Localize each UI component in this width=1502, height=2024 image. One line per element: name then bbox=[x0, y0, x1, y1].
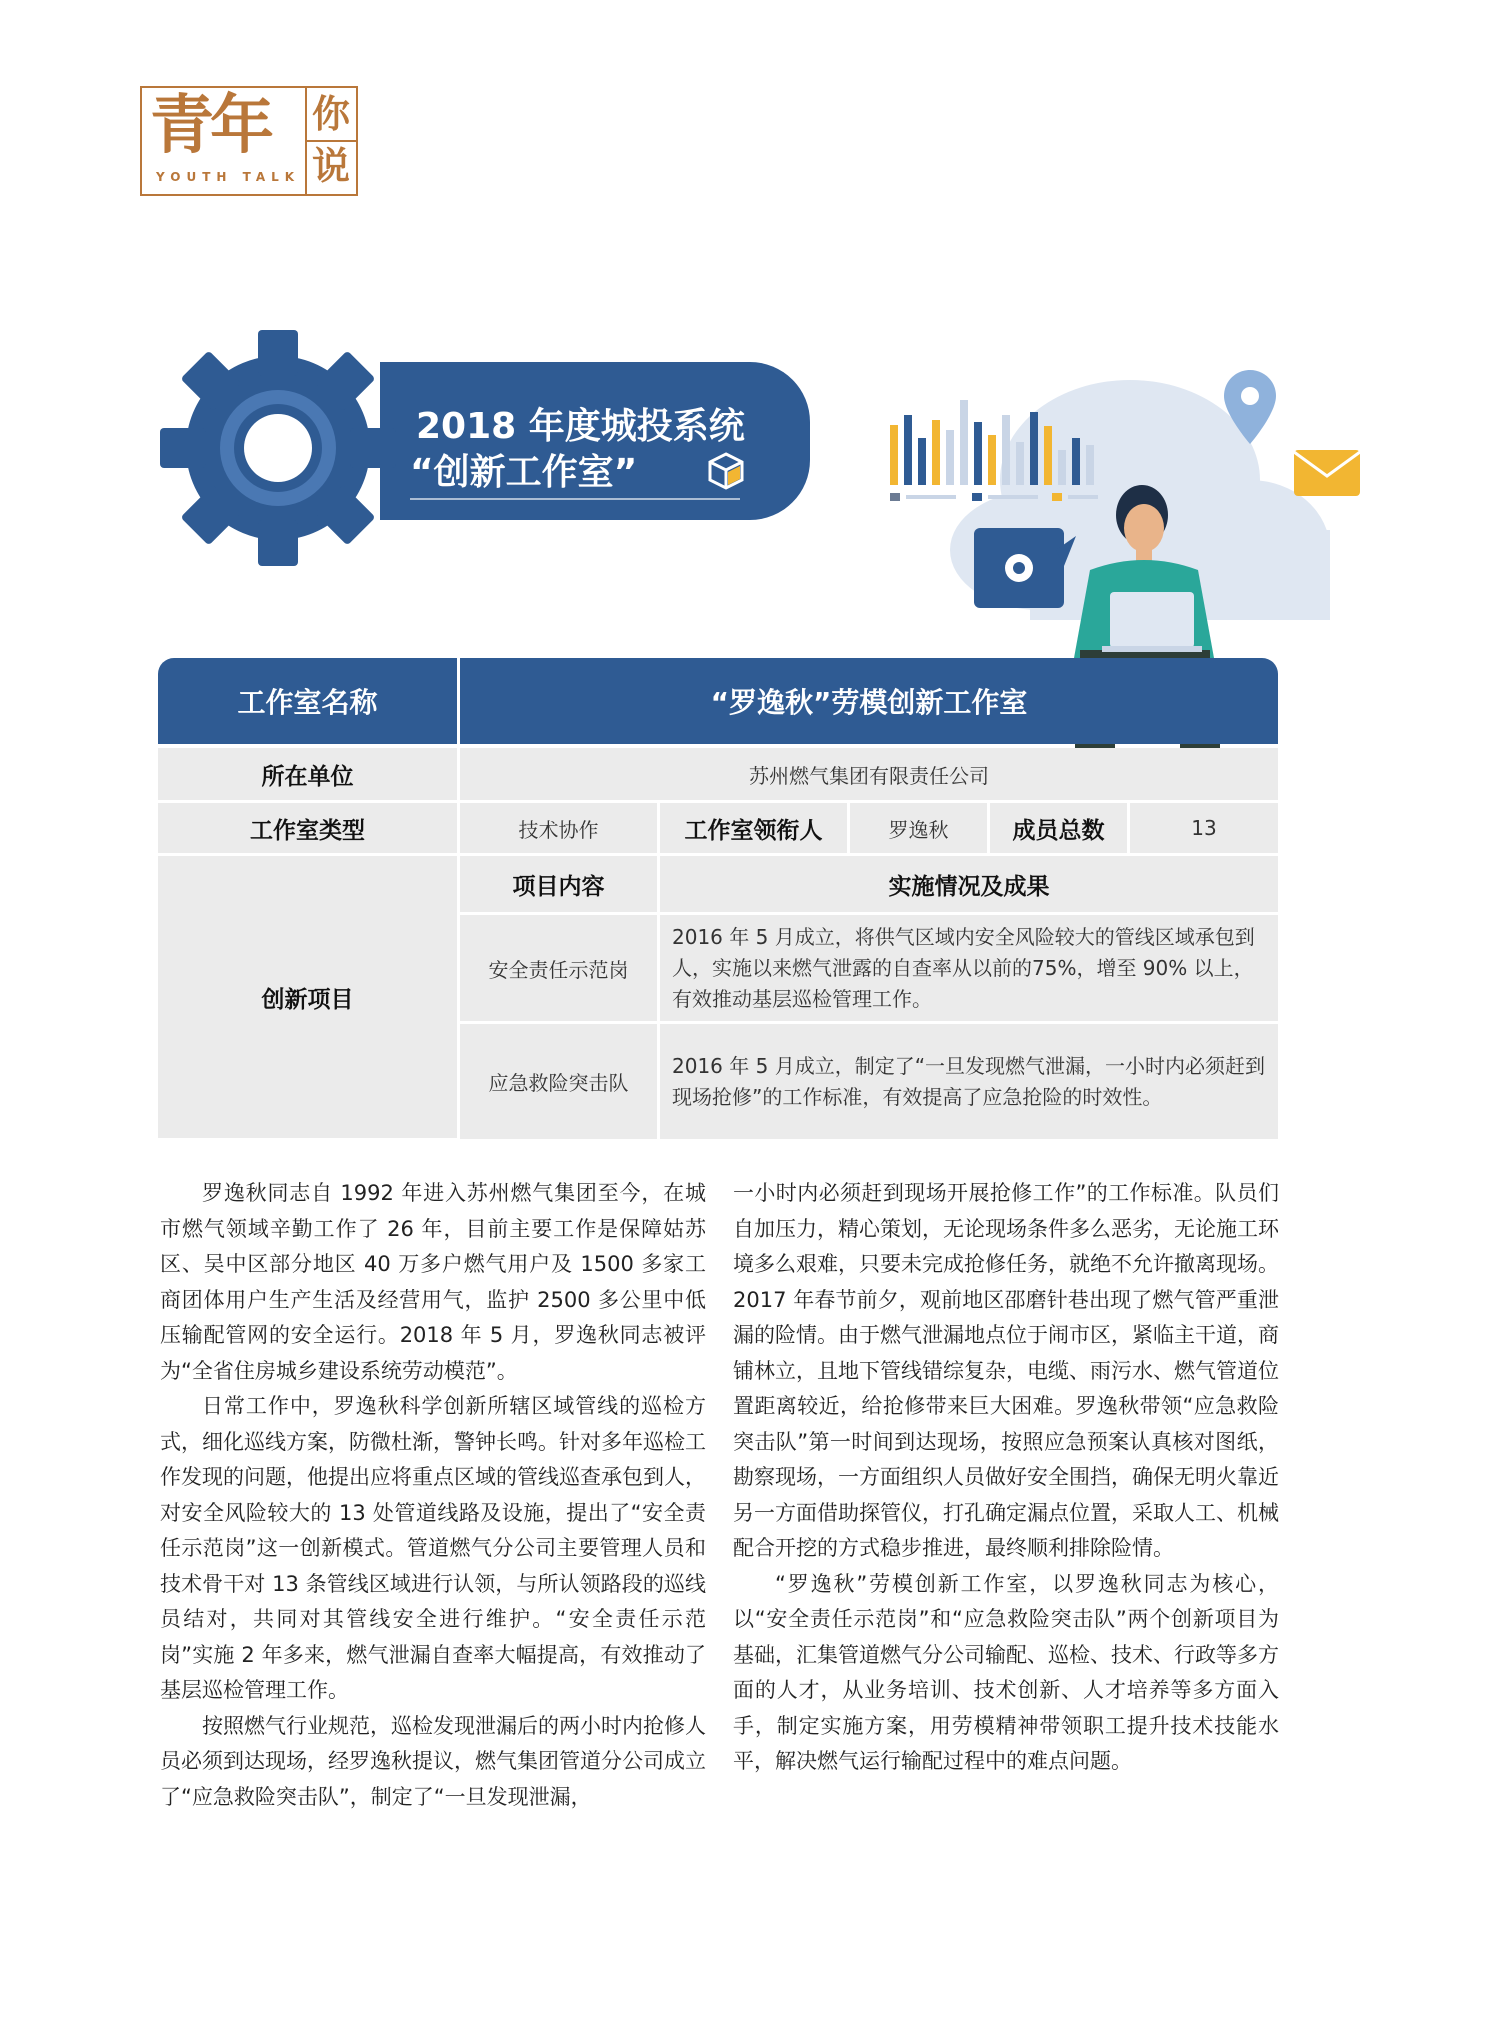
project-row bbox=[460, 1024, 1278, 1139]
magazine-logo bbox=[140, 86, 358, 196]
title-banner bbox=[380, 362, 810, 520]
table-row-unit bbox=[158, 748, 1278, 800]
studio-name-value: “罗逸秋”劳模创新工作室 bbox=[710, 686, 1028, 719]
settings-bubble-icon bbox=[974, 528, 1076, 608]
article-paragraph: 按照燃气行业规范，巡检发现泄漏后的两小时内抢修人员必须到达现场，经罗逸秋提议，燃气集团管道分公司成立了“应急救险突击队”，制定了“一旦发现泄漏， bbox=[160, 1713, 706, 1809]
logo-english-text: YOUTH TALK bbox=[156, 170, 301, 184]
banner-title-line2: “创新工作室” bbox=[410, 452, 638, 493]
leader-label: 工作室领衔人 bbox=[660, 803, 850, 853]
project-name: 安全责任示范岗 bbox=[460, 915, 660, 1021]
logo-small-top: 你 bbox=[312, 92, 351, 136]
leader-value: 罗逸秋 bbox=[850, 803, 990, 853]
projects-section bbox=[158, 856, 1278, 1139]
article-right-column bbox=[733, 1176, 1279, 1780]
article-paragraph: “罗逸秋”劳模创新工作室，以罗逸秋同志为核心，以“安全责任示范岗”和“应急救险突击队”两个创新项目为基础，汇集管道燃气分公司输配、巡检、技术、行政等多方面的人才，从业务培训、技术创新、人才培养等多方面入手，制定实施方案，用劳模精神带领职工提升技术技能水平，解决燃气运行输配过程中的难点问题。 bbox=[733, 1571, 1279, 1773]
table-header-row bbox=[158, 658, 1278, 744]
article-paragraph: 罗逸秋同志自 1992 年进入苏州燃气集团至今，在城市燃气领域辛勤工作了 26 年，目前主要工作是保障姑苏区、吴中区部分地区 40 万多户燃气用户及 1500 多家工商团体用户生产生活及经营用气，监护 2500 多公里中低压输配管网的安全运行。2018 年 5 月，罗逸秋同志被评为“全省住房城乡建设系统劳动模范”。 bbox=[160, 1181, 706, 1383]
studio-name-label: 工作室名称 bbox=[158, 658, 460, 744]
article-left-column bbox=[160, 1176, 706, 1815]
type-label: 工作室类型 bbox=[158, 803, 460, 853]
project-name: 应急救险突击队 bbox=[460, 1024, 660, 1139]
logo-main-text: 青年 bbox=[150, 89, 270, 163]
unit-label: 所在单位 bbox=[158, 748, 460, 800]
table-row-type bbox=[158, 803, 1278, 853]
cube-icon bbox=[706, 450, 746, 490]
banner-title-line1: 2018 年度城投系统 bbox=[416, 406, 745, 447]
gear-icon bbox=[158, 328, 398, 568]
members-label: 成员总数 bbox=[990, 803, 1130, 853]
project-result: 2016 年 5 月成立，制定了“一旦发现燃气泄漏，一小时内必须赶到现场抢修”的工作标准，有效提高了应急抢险的时效性。 bbox=[660, 1024, 1278, 1139]
projects-header-row bbox=[460, 856, 1278, 912]
projects-label: 创新项目 bbox=[158, 856, 460, 1138]
type-value: 技术协作 bbox=[460, 803, 660, 853]
members-value: 13 bbox=[1130, 803, 1278, 853]
logo-small-bottom: 说 bbox=[312, 144, 351, 188]
col-result-header: 实施情况及成果 bbox=[660, 856, 1278, 912]
project-result: 2016 年 5 月成立，将供气区域内安全风险较大的管线区域承包到人，实施以来燃气泄露的自查率从以前的75%，增至 90% 以上，有效推动基层巡检管理工作。 bbox=[660, 915, 1278, 1021]
article-paragraph: 日常工作中，罗逸秋科学创新所辖区域管线的巡检方式，细化巡线方案，防微杜渐，警钟长鸣。针对多年巡检工作发现的问题，他提出应将重点区域的管线巡查承包到人，对安全风险较大的 13 处管道线路及设施，提出了“安全责任示范岗”这一创新模式。管道燃气分公司主要管理人员和技术骨干对 13 条管线区域进行认领，与所认领路段的巡线员结对，共同对其管线安全进行维护。“安全责任示范岗”实施 2 年多来，燃气泄漏自查率大幅提高，有效推动了基层巡检管理工作。 bbox=[160, 1394, 706, 1702]
col-content-header: 项目内容 bbox=[460, 856, 660, 912]
banner-underline bbox=[410, 498, 740, 500]
info-table bbox=[158, 658, 1278, 1139]
project-row bbox=[460, 915, 1278, 1021]
article-paragraph-continued: 一小时内必须赶到现场开展抢修工作”的工作标准。队员们自加压力，精心策划，无论现场条件多么恶劣，无论施工环境多么艰难，只要未完成抢修任务，就绝不允许撤离现场。2017 年春节前夕，观前地区邵磨针巷出现了燃气管严重泄漏的险情。由于燃气泄漏地点位于闹市区，紧临主干道，商铺林立，且地下管线错综复杂，电缆、雨污水、燃气管道位置距离较近，给抢修带来巨大困难。罗逸秋带领“应急救险突击队”第一时间到达现场，按照应急预案认真核对图纸，勘察现场，一方面组织人员做好安全围挡，确保无明火靠近 另一方面借助探管仪，打孔确定漏点位置，采取人工、机械配合开挖的方式稳步推进，最终顺利排除险情。 bbox=[733, 1181, 1279, 1560]
logo-divider-horizontal bbox=[305, 140, 357, 142]
envelope-icon bbox=[1294, 450, 1360, 496]
unit-value: 苏州燃气集团有限责任公司 bbox=[460, 748, 1278, 800]
